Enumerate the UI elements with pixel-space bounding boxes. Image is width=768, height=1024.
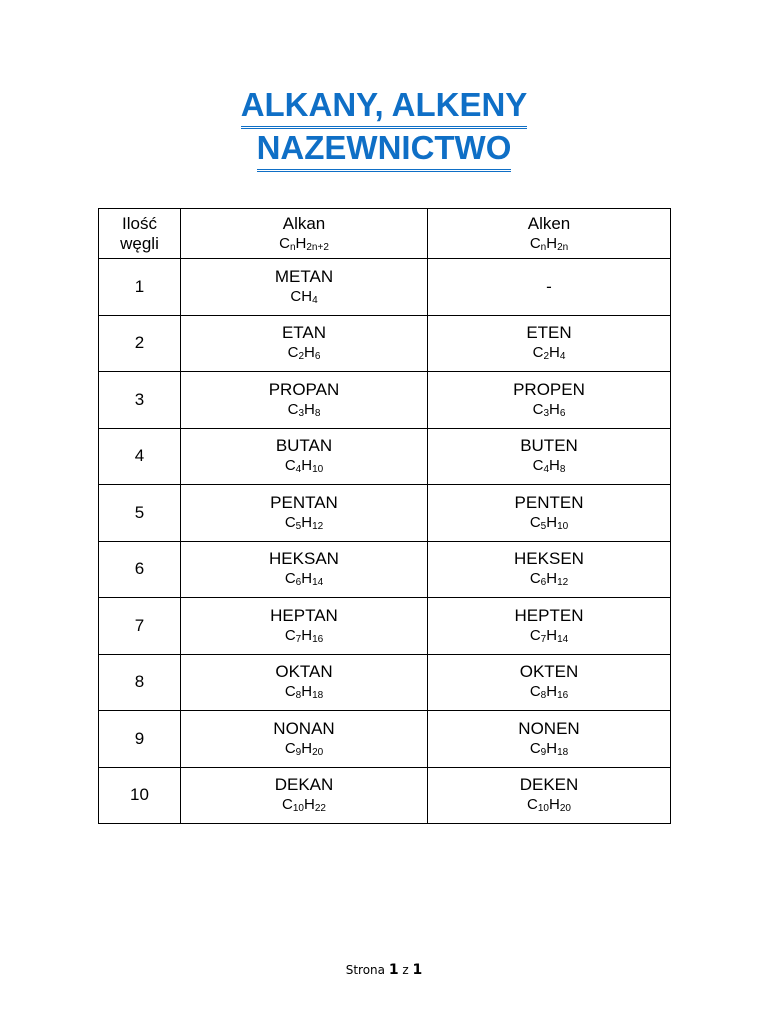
carbon-count: 3 bbox=[134, 389, 145, 409]
document-title bbox=[0, 86, 768, 172]
carbon-count-cell bbox=[99, 541, 181, 598]
alkane-name: METAN bbox=[274, 266, 334, 286]
compound-formula: $C_4H_8$ bbox=[532, 457, 566, 476]
alkene-cell bbox=[428, 372, 671, 429]
alkene-cell bbox=[428, 315, 671, 372]
alkene-cell bbox=[428, 654, 671, 711]
alkane-name: PROPAN bbox=[268, 379, 340, 399]
nomenclature-table bbox=[98, 208, 671, 824]
header-carbon-count-line1: Ilość bbox=[122, 213, 157, 233]
compound-formula: $C_5H_{12}$ bbox=[284, 513, 324, 532]
carbon-count: 4 bbox=[134, 446, 145, 466]
footer-prefix: Strona bbox=[345, 963, 385, 977]
alkene-cell bbox=[428, 767, 671, 824]
carbon-count-cell bbox=[99, 485, 181, 542]
alkane-name: NONAN bbox=[273, 718, 335, 738]
carbon-count-cell bbox=[99, 598, 181, 655]
alkane-cell bbox=[181, 485, 428, 542]
header-alkene bbox=[428, 209, 671, 259]
carbon-count: 1 bbox=[134, 276, 145, 296]
carbon-count-cell bbox=[99, 259, 181, 316]
carbon-count: 7 bbox=[134, 615, 145, 635]
alkene-cell bbox=[428, 598, 671, 655]
footer-page-number: 1 bbox=[388, 962, 399, 978]
compound-formula: $C_6H_{14}$ bbox=[284, 570, 324, 589]
carbon-count: 2 bbox=[134, 333, 145, 353]
alkene-cell bbox=[428, 711, 671, 768]
alkene-cell bbox=[428, 541, 671, 598]
compound-formula: $CH_4$ bbox=[290, 287, 318, 306]
compound-formula: $C_{10}H_{22}$ bbox=[282, 796, 326, 815]
footer-total-pages: 1 bbox=[412, 962, 423, 978]
title-line-1: ALKANY, ALKENY bbox=[241, 86, 528, 129]
alkene-name: NONEN bbox=[518, 718, 580, 738]
alkane-cell bbox=[181, 315, 428, 372]
alkane-cell bbox=[181, 598, 428, 655]
page-footer bbox=[0, 962, 768, 978]
compound-formula: $C_5H_{10}$ bbox=[529, 513, 569, 532]
table-row bbox=[99, 598, 671, 655]
compound-formula: $C_{10}H_{20}$ bbox=[527, 796, 571, 815]
header-alkene-label: Alken bbox=[527, 213, 571, 233]
compound-formula: $C_2H_6$ bbox=[287, 344, 321, 363]
title-line-2: NAZEWNICTWO bbox=[257, 129, 512, 172]
alkane-name: DEKAN bbox=[274, 775, 334, 795]
header-carbon-count-line2: węgli bbox=[120, 233, 159, 253]
table-row bbox=[99, 711, 671, 768]
alkane-cell bbox=[181, 711, 428, 768]
alkene-name: PROPEN bbox=[513, 379, 585, 399]
table-row bbox=[99, 654, 671, 711]
alkane-name: ETAN bbox=[281, 323, 327, 343]
alkane-name: OKTAN bbox=[275, 662, 333, 682]
table-body bbox=[99, 259, 671, 824]
table-row bbox=[99, 485, 671, 542]
compound-formula: $C_7H_{14}$ bbox=[529, 626, 569, 645]
header-alkane-label: Alkan bbox=[282, 213, 326, 233]
compound-formula: $C_3H_6$ bbox=[532, 400, 566, 419]
table-row bbox=[99, 428, 671, 485]
compound-formula: $C_3H_8$ bbox=[287, 400, 321, 419]
alkane-cell bbox=[181, 372, 428, 429]
carbon-count-cell bbox=[99, 372, 181, 429]
alkane-cell bbox=[181, 428, 428, 485]
carbon-count-cell bbox=[99, 654, 181, 711]
compound-formula: $C_2H_4$ bbox=[532, 344, 566, 363]
header-carbon-count bbox=[99, 209, 181, 259]
alkane-name: BUTAN bbox=[275, 436, 333, 456]
alkene-name: PENTEN bbox=[514, 492, 584, 512]
carbon-count-cell bbox=[99, 315, 181, 372]
alkane-name: PENTAN bbox=[270, 492, 338, 512]
alkene-name: ETEN bbox=[526, 323, 572, 343]
alkane-cell bbox=[181, 259, 428, 316]
compound-formula: $C_7H_{16}$ bbox=[284, 626, 324, 645]
table-row bbox=[99, 372, 671, 429]
alkene-cell bbox=[428, 428, 671, 485]
table-row bbox=[99, 259, 671, 316]
carbon-count: 9 bbox=[134, 728, 145, 748]
alkene-name: BUTEN bbox=[520, 436, 578, 456]
compound-formula: $C_8H_{18}$ bbox=[284, 683, 324, 702]
table-row bbox=[99, 767, 671, 824]
carbon-count-cell bbox=[99, 711, 181, 768]
alkane-cell bbox=[181, 767, 428, 824]
carbon-count: 5 bbox=[134, 502, 145, 522]
compound-formula: $C_6H_{12}$ bbox=[529, 570, 569, 589]
header-alkene-formula: $C_nH_{2n}$ bbox=[529, 234, 569, 253]
alkane-cell bbox=[181, 654, 428, 711]
header-alkane bbox=[181, 209, 428, 259]
carbon-count-cell bbox=[99, 767, 181, 824]
table-header-row bbox=[99, 209, 671, 259]
compound-formula: $C_4H_{10}$ bbox=[284, 457, 324, 476]
alkane-name: HEPTAN bbox=[270, 605, 338, 625]
carbon-count: 8 bbox=[134, 672, 145, 692]
alkene-name: DEKEN bbox=[519, 775, 579, 795]
carbon-count: 6 bbox=[134, 559, 145, 579]
compound-formula: $C_9H_{20}$ bbox=[284, 739, 324, 758]
compound-formula: $C_8H_{16}$ bbox=[529, 683, 569, 702]
table-row bbox=[99, 541, 671, 598]
alkene-name: HEPTEN bbox=[514, 605, 584, 625]
compound-formula: $C_9H_{18}$ bbox=[529, 739, 569, 758]
carbon-count: 10 bbox=[130, 785, 149, 805]
alkene-name: HEKSEN bbox=[514, 549, 584, 569]
footer-of: z bbox=[402, 963, 409, 977]
alkane-cell bbox=[181, 541, 428, 598]
alkene-cell bbox=[428, 259, 671, 316]
carbon-count-cell bbox=[99, 428, 181, 485]
alkene-none: - bbox=[546, 276, 552, 296]
header-alkane-formula: $C_nH_{2n+2}$ bbox=[279, 234, 329, 253]
alkene-name: OKTEN bbox=[519, 662, 579, 682]
alkane-name: HEKSAN bbox=[269, 549, 339, 569]
table-row bbox=[99, 315, 671, 372]
alkene-cell bbox=[428, 485, 671, 542]
